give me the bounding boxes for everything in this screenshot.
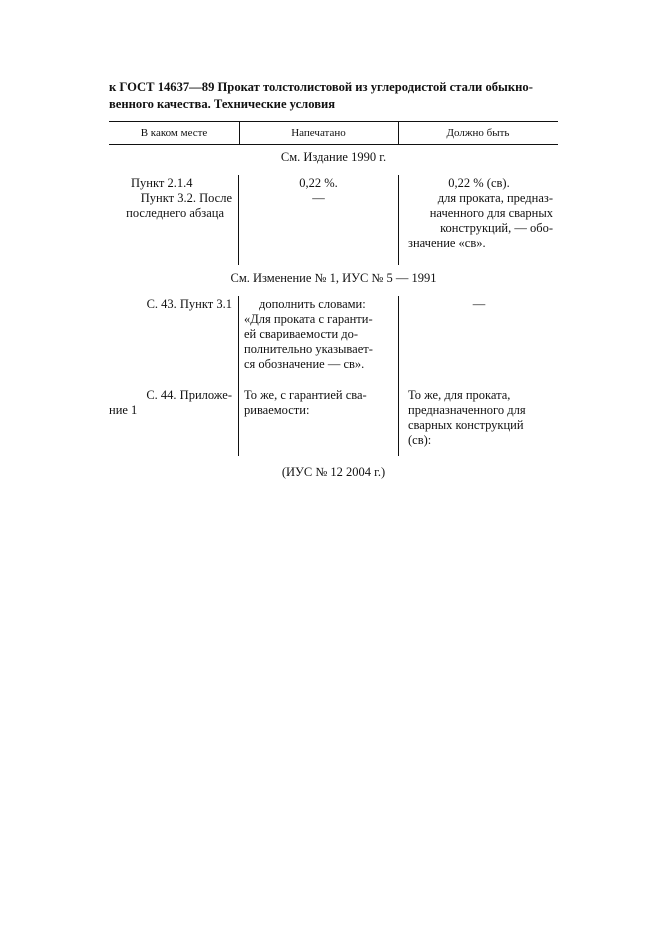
should-line: (св): <box>408 433 432 447</box>
place-line: Пункт 3.2. После <box>140 191 232 205</box>
header-should-be: Должно быть <box>446 127 510 139</box>
should-line: предназначенного для <box>408 403 526 417</box>
printed-line: То же, с гарантией сва- <box>244 388 367 402</box>
header-printed: Напечатано <box>291 127 346 139</box>
should-line: для проката, предназ- <box>437 191 553 205</box>
printed-line: риваемости: <box>244 403 310 417</box>
table-top-rule <box>109 121 558 122</box>
ius-reference: (ИУС № 12 2004 г.) <box>281 465 386 479</box>
section-caption-edition: См. Издание 1990 г. <box>280 150 387 164</box>
should-line: 0,22 % (св). <box>448 176 510 190</box>
should-line: значение «св». <box>408 236 486 250</box>
printed-line: ей свариваемости до- <box>244 327 359 341</box>
printed-line: — <box>312 191 325 205</box>
section2-divider-1 <box>238 296 239 456</box>
place-line: последнего абзаца <box>126 206 224 220</box>
title-line-2: венного качества. Технические условия <box>109 97 336 111</box>
amendment-title <box>109 79 561 113</box>
place-line: ние 1 <box>109 403 138 417</box>
section2-divider-2 <box>398 296 399 456</box>
printed-line: дополнить словами: <box>259 297 366 311</box>
printed-line: 0,22 %. <box>299 176 338 190</box>
place-line: Пункт 2.1.4 <box>131 176 193 190</box>
section-caption-change: См. Изменение № 1, ИУС № 5 — 1991 <box>230 271 437 285</box>
should-line: То же, для проката, <box>408 388 511 402</box>
place-line: С. 44. Приложе- <box>146 388 232 402</box>
printed-line: «Для проката с гаранти- <box>244 312 373 326</box>
place-line: С. 43. Пункт 3.1 <box>146 297 232 311</box>
should-line: — <box>472 297 486 311</box>
section1-divider-2 <box>398 175 399 265</box>
table-header-rule <box>109 144 558 145</box>
printed-line: ся обозначение — св». <box>244 357 365 371</box>
should-line: наченного для сварных <box>429 206 553 220</box>
should-line: сварных конструкций <box>408 418 524 432</box>
printed-line: полнительно указывает- <box>244 342 373 356</box>
should-line: конструкций, — обо- <box>440 221 553 235</box>
header-place: В каком месте <box>140 127 208 139</box>
title-line-1: к ГОСТ 14637—89 Прокат толстолистовой из углеродистой стали обыкно- <box>109 80 533 94</box>
